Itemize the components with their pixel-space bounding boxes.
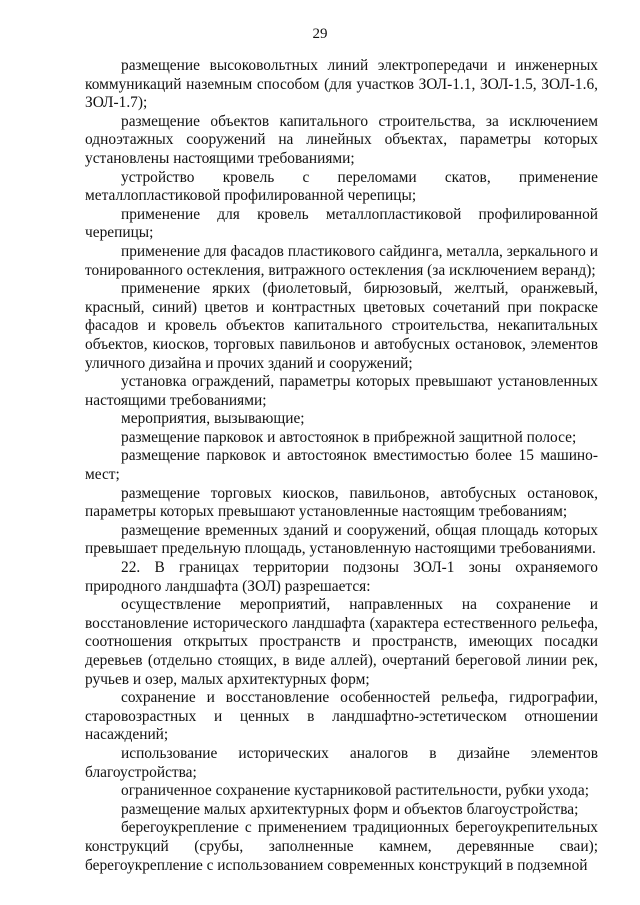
paragraph-high-voltage-lines: размещение высоковольтных линий электропередачи и инженерных коммуникаций наземным способом (для участков ЗОЛ-1.1, ЗОЛ-1.5, ЗОЛ-1.6, ЗОЛ-1.7); — [85, 57, 598, 112]
page-number: 29 — [312, 26, 328, 42]
paragraph-parking-capacity: размещение парковок и автостоянок вместимостью более 15 машино-мест; — [85, 447, 598, 484]
paragraph-activities: мероприятия, вызывающие; — [121, 410, 305, 428]
paragraph-bright-colors: применение ярких (фиолетовый, бирюзовый, желтый, оранжевый, красный, синий) цветов и контрастных цветовых сочетаний при покраске фасадов и кровель объектов капитального строительства, некапитальных объектов, киосков, торговых павильонов и автобусных остановок, элементов уличного дизайна и прочих зданий и сооружений; — [85, 280, 598, 372]
paragraph-section-22: 22. В границах территории подзоны ЗОЛ-1 зоны охраняемого природного ландшафта (ЗОЛ) разрешается: — [85, 559, 598, 595]
paragraph-roof-breaks: устройство кровель с переломами скатов, применение металлопластиковой профилированной черепицы; — [85, 168, 598, 205]
paragraph-facade-materials: применение для фасадов пластикового сайдинга, металла, зеркального и тонированного остекления, витражного остекления (за исключением веранд); — [85, 242, 598, 279]
paragraph-small-forms: размещение малых архитектурных форм и объектов благоустройства; — [121, 800, 579, 818]
document-body — [85, 57, 598, 875]
paragraph-temporary-buildings: размещение временных зданий и сооружений, общая площадь которых превышает предельную площадь, установленную настоящими требованиями. — [85, 521, 598, 558]
paragraph-fences: установка ограждений, параметры которых превышают установленных настоящими требованиями; — [85, 373, 598, 409]
paragraph-relief-preservation: сохранение и восстановление особенностей рельефа, гидрографии, старовозрастных и ценных в ландшафтно-эстетическом отношении насаждений; — [85, 689, 598, 744]
paragraph-kiosks: размещение торговых киосков, павильонов, автобусных остановок, параметры которых превышают установленные настоящим требованиям; — [85, 484, 598, 521]
paragraph-parking-coastal: размещение парковок и автостоянок в прибрежной защитной полосе; — [121, 428, 577, 446]
paragraph-historical-analogs: использование исторических аналогов в дизайне элементов благоустройства; — [85, 744, 598, 781]
paragraph-landscape-restoration: осуществление мероприятий, направленных на сохранение и восстановление исторического ландшафта (характера естественного рельефа, соотношения открытых пространств и пространств, имеющих посадки деревьев (отдельно стоящих, в виде аллей), очертаний береговой линии рек, ручьев и озер, малых архитектурных форм; — [85, 596, 598, 688]
paragraph-capital-construction: размещение объектов капитального строительства, за исключением одноэтажных сооружений на линейных объектах, параметры которых установлены настоящими требованиями; — [85, 112, 598, 167]
paragraph-bank-reinforcement: берегоукрепление с применением традиционных берегоукрепительных конструкций (срубы, заполненные камнем, деревянные сваи); берегоукрепление с использованием современных конструкций в подземной — [85, 819, 598, 874]
paragraph-metal-plastic-tiles: применение для кровель металлопластиковой профилированной черепицы; — [85, 205, 598, 242]
paragraph-shrub-preservation: ограниченное сохранение кустарниковой растительности, рубки ухода; — [121, 782, 589, 800]
